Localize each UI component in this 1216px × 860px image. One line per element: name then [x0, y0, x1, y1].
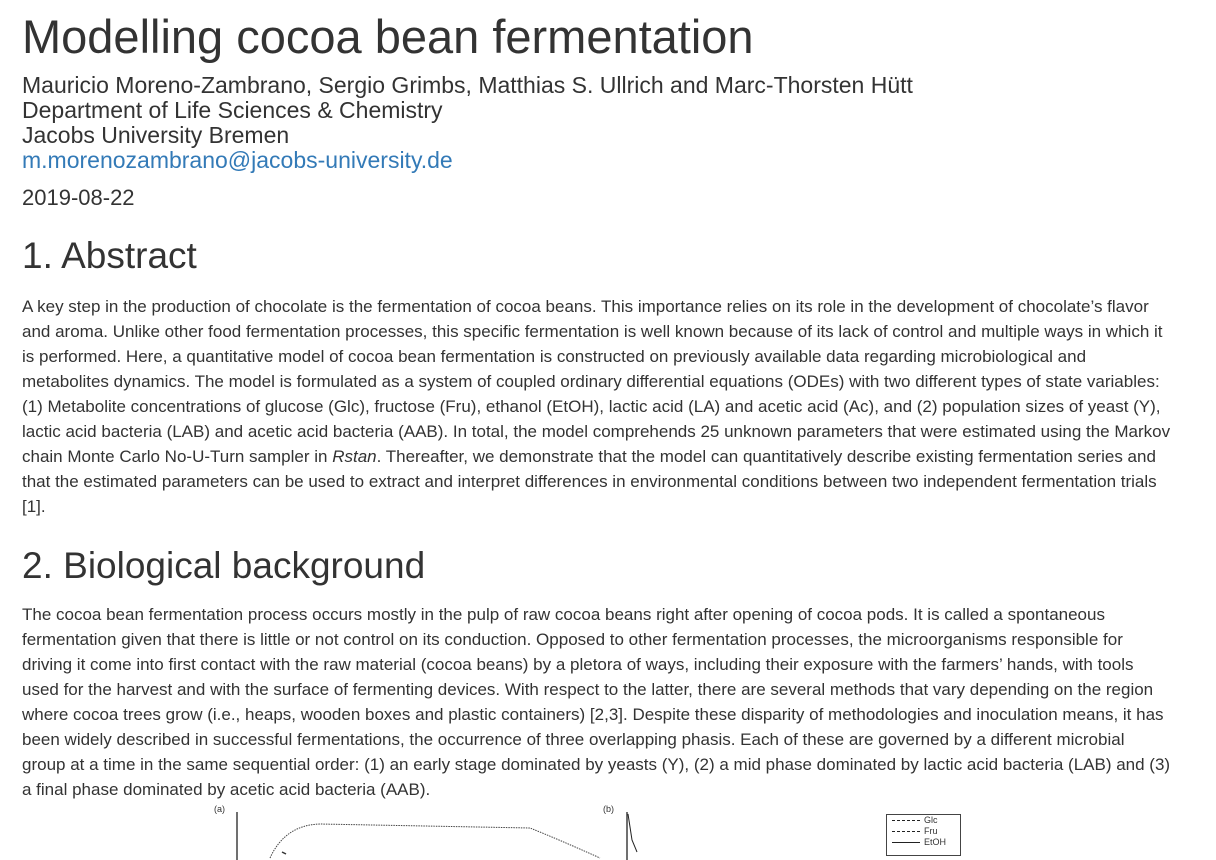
author-block [22, 73, 1172, 173]
abstract-italic-term: Rstan [332, 447, 377, 466]
figure-plot-lines [200, 800, 1000, 860]
section-heading-background: 2. Biological background [22, 545, 426, 586]
section-heading-abstract: 1. Abstract [22, 235, 197, 276]
panel-b-label: (b) [603, 804, 614, 814]
legend-item-etoh [892, 837, 960, 848]
panel-b-curve [628, 814, 637, 852]
abstract-text-2: . Thereafter, we demonstrate that the model can quantitatively describe existing fermentation series and that the estimated parameters can be used to extract and interpret differences in environmental conditions between two independent fermentation trials [1]. [22, 447, 1157, 516]
legend-label-etoh: EtOH [924, 837, 947, 847]
panel-a-marker [282, 852, 286, 854]
legend-line-etoh [892, 842, 920, 843]
document-title: Modelling cocoa bean fermentation [22, 10, 754, 63]
legend-item-fru [892, 826, 960, 837]
legend-label-fru: Fru [924, 826, 938, 836]
figure-preview [200, 800, 1000, 860]
abstract-text-1: A key step in the production of chocolate is the fermentation of cocoa beans. This importance relies on its role in the development of chocolate’s flavor and aroma. Unlike other food fermentation processes, this specific fermentation is well known because of its lack of control and multiple ways in which it is performed. Here, a quantitative model of cocoa bean fermentation is constructed on previously available data regarding microbiological and metabolites dynamics. The model is formulated as a system of coupled ordinary differential equations (ODEs) with two different types of state variables: (1) Metabolite concentrations of glucose (Glc), fructose (Fru), ethanol (EtOH), lactic acid (LA) and acetic acid (Ac), and (2) population sizes of yeast (Y), lactic acid bacteria (LAB) and acetic acid bacteria (AAB). In total, the model comprehends 25 unknown parameters that were estimated using the Markov chain Monte Carlo No-U-Turn sampler in [22, 297, 1171, 466]
authors: Mauricio Moreno-Zambrano, Sergio Grimbs, Matthias S. Ullrich and Marc-Thorsten Hütt [22, 72, 913, 98]
background-paragraph: The cocoa bean fermentation process occurs mostly in the pulp of raw cocoa beans right after opening of cocoa pods. It is called a spontaneous fermentation given that there is little or not control on its conduction. Opposed to other fermentation processes, the microorganisms responsible for driving it come into first contact with the raw material (cocoa beans) by a pletora of ways, including their exposure with the farmers’ hands, with tools used for the harvest and with the surface of fermenting devices. With respect to the latter, there are several methods that vary depending on the region where cocoa trees grow (i.e., heaps, wooden boxes and plastic containers) [2,3]. Despite these disparity of methodologies and inoculation means, it has been widely described in successful fermentations, the occurrence of three overlapping phasis. Each of these are governed by a different microbial group at a time in the same sequential order: (1) an early stage dominated by yeasts (Y), (2) a mid phase dominated by lactic acid bacteria (LAB) and (3) a final phase dominated by acetic acid bacteria (AAB). [22, 605, 1171, 799]
document-page [22, 0, 1172, 802]
legend-label-glc: Glc [924, 815, 938, 825]
university: Jacobs University Bremen [22, 122, 290, 148]
abstract-paragraph [22, 294, 1172, 519]
email-link[interactable]: m.morenozambrano@jacobs-university.de [22, 147, 453, 173]
legend-line-glc [892, 820, 920, 821]
legend-line-fru [892, 831, 920, 832]
document-date: 2019-08-22 [22, 185, 135, 210]
panel-a-curve [270, 824, 600, 858]
department: Department of Life Sciences & Chemistry [22, 97, 443, 123]
legend-item-glc [892, 815, 960, 826]
panel-a-label: (a) [214, 804, 225, 814]
